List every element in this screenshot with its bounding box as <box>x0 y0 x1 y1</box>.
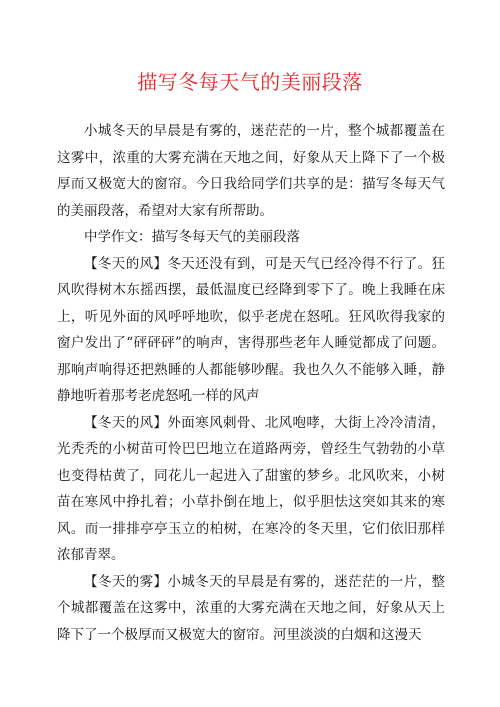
document-body <box>57 118 445 648</box>
article-subtitle: 中学作文：描写冬每天气的美丽段落 <box>84 229 300 245</box>
paragraph-winter-wind-2: 【冬天的风】外面寒风刺骨、北风咆哮，大街上冷冷清清，光秃秃的小树苗可怜巴巴地立在道路两旁，曾经生气勃勃的小草也变得枯黄了，同花儿一起进入了甜蜜的梦乡。北风吹来，小树苗在寒风中挣扎着；小草扑倒在地上，似乎胆怯这突如其来的寒风。而一排排亭亭玉立的柏树，在寒冷的冬天里，它们依旧那样浓郁青翠。 <box>57 414 445 563</box>
paragraph-winter-wind-1: 【冬天的风】冬天还没有到，可是天气已经冷得不行了。狂风吹得树木东摇西摆，最低温度已经降到零下了。晚上我睡在床上，听见外面的风呼呼地吹，似乎老虎在怒吼。狂风吹得我家的窗户发出了“砰砰砰”的响声，害得那些老年人睡觉都成了问题。那响声响得还把熟睡的人都能够吵醒。我也久久不能够入睡，静静地听着那考老虎怒吼一样的风声 <box>57 255 445 404</box>
paragraph-winter-fog: 【冬天的雾】小城冬天的早晨是有雾的，迷茫茫的一片，整个城都覆盖在这雾中，浓重的大雾充满在天地之间，好象从天上降下了一个极厚而又极宽大的窗帘。河里淡淡的白烟和这漫天 <box>57 573 445 643</box>
intro-paragraph: 小城冬天的早晨是有雾的，迷茫茫的一片，整个城都覆盖在这雾中，浓重的大雾充满在天地之间，好象从天上降下了一个极厚而又极宽大的窗帘。今日我给同学们共享的是：描写冬每天气的美丽段落，希望对大家有所帮助。 <box>57 123 445 219</box>
document-title: 描写冬每天气的美丽段落 <box>137 70 363 94</box>
